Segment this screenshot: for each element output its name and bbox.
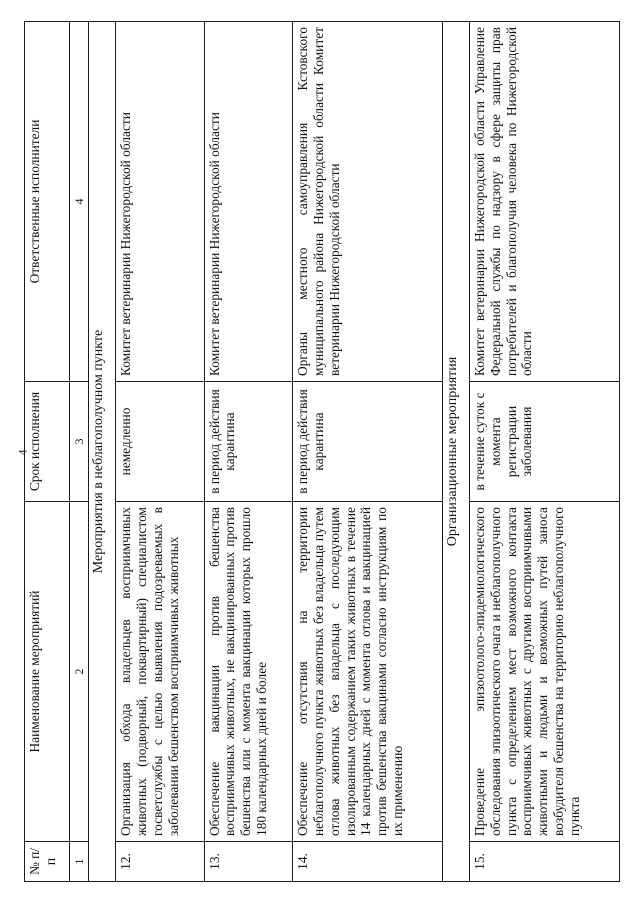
header-executors: Ответственные исполнители: [25, 22, 70, 382]
row-number: 14.: [293, 842, 443, 882]
header-term: Срок исполнения: [25, 382, 70, 502]
row-number: 13.: [204, 842, 292, 882]
measure-executors: Комитет ветеринарии Нижегородской области Управление Федеральной службы по надзору в сфере защиты прав потребителей и благополучия человека по Нижегородской области: [470, 22, 620, 382]
section-title: Организационные мероприятия: [443, 22, 470, 882]
measure-executors: Органы местного самоуправления Кстовского муниципального района Нижегородской области Комитет ветеринарии Нижегородской области: [293, 22, 443, 382]
measure-name: Обеспечение вакцинации против бешенства восприимчивых животных, не вакцинированных против бешенства или с момента вакцинации которых прошло 180 календарных дней и более: [204, 502, 292, 842]
section-heading-row: [443, 22, 470, 882]
column-numbers-row: [70, 22, 89, 882]
measure-term: в течение суток с момента регистрации заболевания: [470, 382, 620, 502]
measure-term: в период действия карантина: [293, 382, 443, 502]
measure-name: Проведение эпизоотолого-эпидемиологического обследования эпизоотического очага и неблагополучного пункта с определением мест возможного контакта восприимчивых животных с другими восприимчивыми животными и людьми и возможных путей заноса возбудителя бешенства на территорию неблагополучного пункта: [470, 502, 620, 842]
measure-executors: Комитет ветеринарии Нижегородской области: [116, 22, 204, 382]
measure-executors: Комитет ветеринарии Нижегородской области: [204, 22, 292, 382]
measure-term: немедленно: [116, 382, 204, 502]
measure-term: в период действия карантина: [204, 382, 292, 502]
rotated-table-container: [24, 22, 620, 882]
measure-name: Обеспечение отсутствия на территории неблагополучного пункта животных без владельца путем отлова животных без владельца с последующим изолированным содержанием таких животных в течение 14 календарных дней с момента отлова и вакцинацией против бешенства вакцинами согласно инструкциям по их применению: [293, 502, 443, 842]
measure-name: Организация обхода владельцев восприимчивых животных (подворный, поквартирный) специалистом госветслужбы с целью выявления подозреваемых в заболевании бешенством восприимчивых животных: [116, 502, 204, 842]
table-row: [470, 22, 620, 882]
section-title: Мероприятия в неблагополучном пункте: [89, 22, 116, 882]
row-number: 12.: [116, 842, 204, 882]
column-number: 1: [70, 842, 89, 882]
header-num: № п/п: [25, 842, 70, 882]
table-row: [204, 22, 292, 882]
table-header-row: [25, 22, 70, 882]
header-name: Наименование мероприятий: [25, 502, 70, 842]
row-number: 15.: [470, 842, 620, 882]
column-number: 2: [70, 502, 89, 842]
table-row: [293, 22, 443, 882]
table-row: [116, 22, 204, 882]
section-heading-row: [89, 22, 116, 882]
page-number: 4: [15, 449, 30, 456]
measures-table: [24, 21, 620, 882]
column-number: 3: [70, 382, 89, 502]
column-number: 4: [70, 22, 89, 382]
